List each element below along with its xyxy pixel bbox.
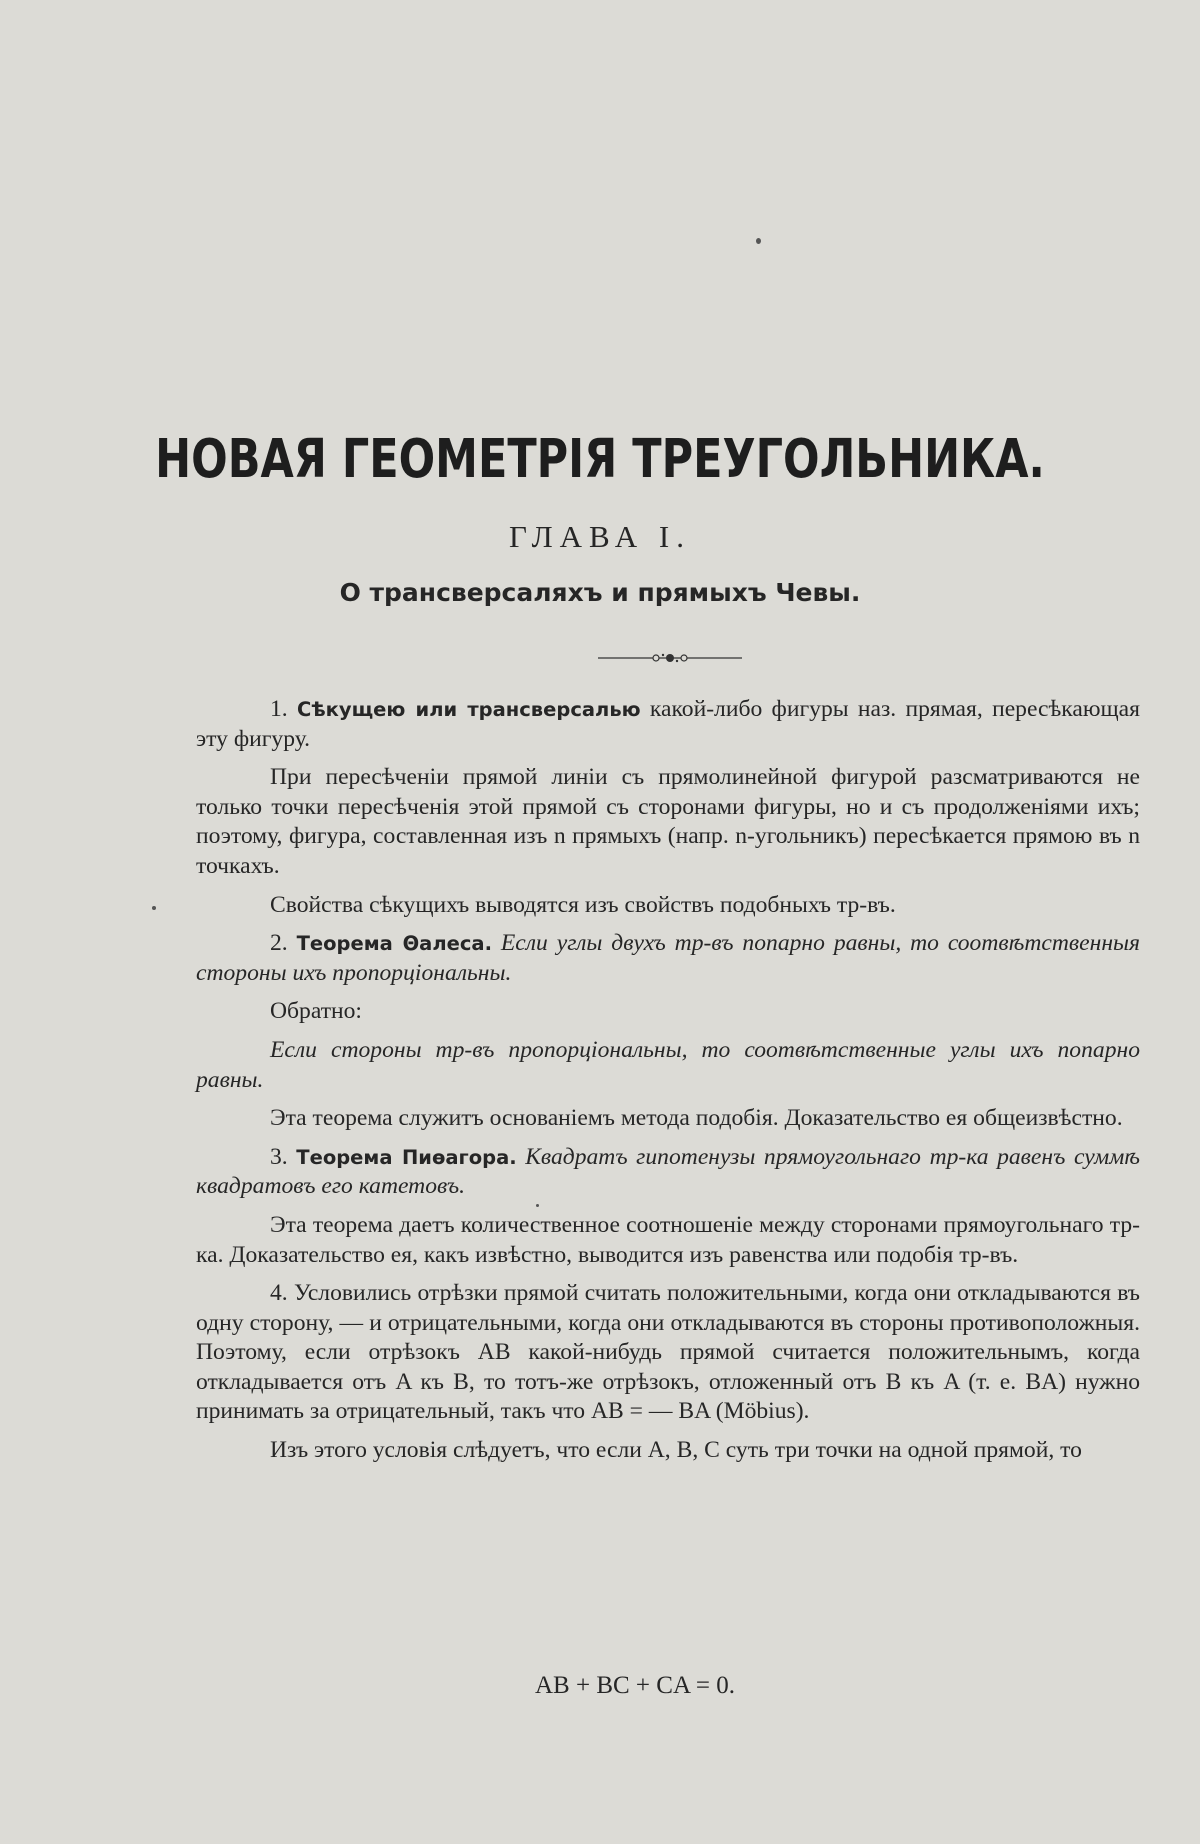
paragraph: Эта теорема служитъ основаніемъ метода подобія. Доказательство ея общеизвѣстно. xyxy=(270,1105,1123,1132)
chapter-subtitle: О трансверсаляхъ и прямыхъ Чевы. xyxy=(339,578,861,607)
paragraph: При пересѣченіи прямой линіи съ прямолинейной фигурой разсматриваются не только точки пересѣченія этой прямой съ сторонами фигуры, но и съ продолженіями ихъ; поэтому, фигура, составленная изъ n прямыхъ (напр. n-угольникъ) пересѣкается прямою въ n точкахъ. xyxy=(196,764,1140,879)
paragraph: 4. Условились отрѣзки прямой считать положительными, когда они откладываются въ одну сторону, — и отрицательными, когда они откладываются въ стороны противоположныя. Поэтому, если отрѣзокъ AB какой-нибудь прямой считается положительнымъ, когда откладывается отъ A къ B, то тотъ-же отрѣзокъ, отложенный отъ B къ A (т. е. BA) нужно принимать за отрицательный, такъ что AB = — BA (Möbius). xyxy=(196,1280,1140,1425)
ornament-divider xyxy=(598,651,742,665)
paragraph: 3. Теорема Пиѳагора. Квадратъ гипотенузы прямоугольнаго тр-ка равенъ суммѣ квадратовъ его катетовъ. xyxy=(196,1143,1140,1200)
paragraph xyxy=(196,1036,1140,1095)
paragraph-heading: Сѣкущею или трансверсалью xyxy=(297,698,641,721)
paragraph-heading: Теорема Θалеса. xyxy=(296,932,492,956)
page-title: НОВАЯ ГЕОМЕТРІЯ ТРЕУГОЛЬНИКА. xyxy=(155,428,1045,491)
print-speck xyxy=(536,1204,539,1207)
theorem-statement: Если углы двухъ тр-въ попарно равны, то соотвѣтственныя стороны ихъ пропорціональны. xyxy=(196,930,1140,986)
paragraph: Изъ этого условія слѣдуетъ, что если A, B, C суть три точки на одной прямой, то xyxy=(270,1437,1082,1464)
paragraph: Эта теорема даетъ количественное соотношеніе между сторонами прямоугольнаго тр-ка. Доказательство ея, какъ извѣстно, выводится изъ равенства или подобія тр-въ. xyxy=(196,1211,1140,1268)
print-speck xyxy=(756,238,761,244)
paragraph: 2. Теорема Θалеса. Если углы двухъ тр-въ попарно равны, то соотвѣтственныя стороны ихъ пропорціональны. xyxy=(196,930,1140,986)
paragraph: Свойства сѣкущихъ выводятся изъ свойствъ подобныхъ тр-въ. xyxy=(270,891,896,918)
body-text xyxy=(196,695,1140,1475)
paragraph: 1. Сѣкущею или трансверсалью какой-либо фигуры наз. прямая, пересѣкающая эту фигуру. xyxy=(196,696,1141,752)
chapter-heading: ГЛАВА I. xyxy=(509,519,691,554)
theorem-statement: Если стороны тр-въ пропорціональны, то соотвѣтственные углы ихъ попарно равны. xyxy=(196,1036,1140,1093)
print-speck xyxy=(152,906,156,910)
paragraph-heading: Теорема Пиѳагора. xyxy=(296,1145,517,1169)
paragraph: Обратно: xyxy=(270,998,362,1025)
formula: AB + BC + CA = 0. xyxy=(535,1672,735,1699)
theorem-statement: Квадратъ гипотенузы прямоугольнаго тр-ка равенъ суммѣ квадратовъ его катетовъ. xyxy=(196,1143,1140,1200)
